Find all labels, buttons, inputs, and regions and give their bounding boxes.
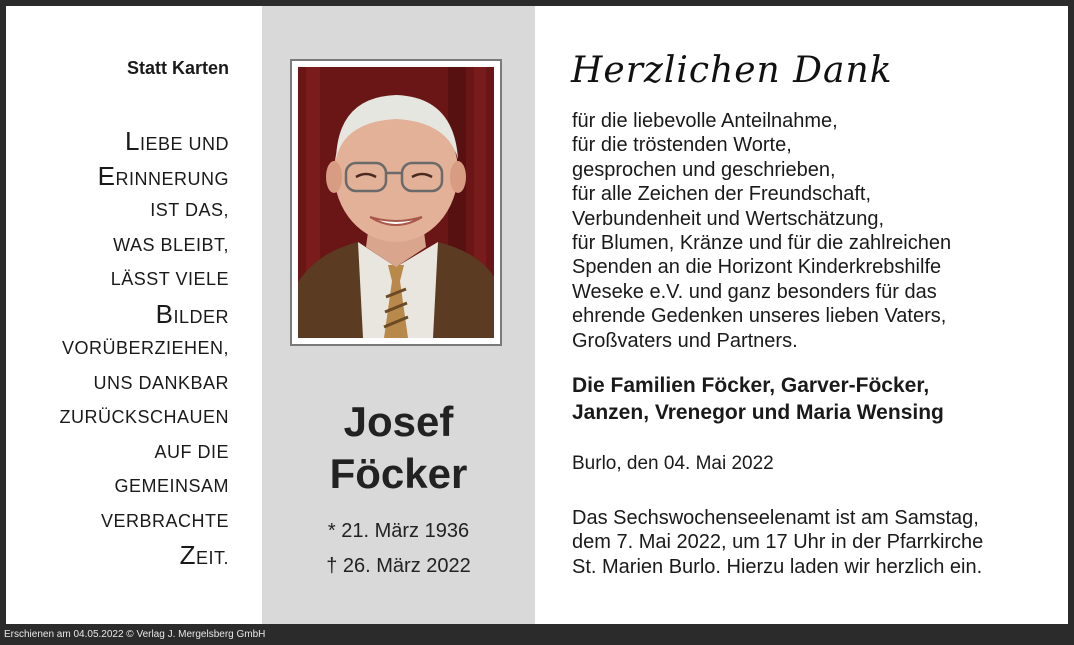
place-date: Burlo, den 04. Mai 2022 xyxy=(572,453,774,474)
families-signature xyxy=(572,372,944,426)
thanks-headline: Herzlichen Dank xyxy=(571,50,893,91)
poem-text: VERBRACHTE xyxy=(100,510,229,531)
thanks-line: Spenden an die Horizont Kinderkrebshilfe xyxy=(572,256,942,279)
portrait-frame xyxy=(290,59,502,346)
poem-initial: B xyxy=(155,298,174,329)
poem-text: IEBE UND xyxy=(139,134,229,154)
poem-line xyxy=(0,538,229,573)
poem-initial: E xyxy=(97,160,116,191)
obituary-card xyxy=(6,6,1068,624)
mass-notice xyxy=(572,506,983,579)
poem-text: IST DAS, xyxy=(150,200,229,220)
poem-text: ZURÜCKSCHAUEN xyxy=(59,407,229,427)
poem-text: AUF DIE xyxy=(154,441,229,462)
portrait-photo xyxy=(298,67,494,338)
thanks-line: Großvaters und Partners. xyxy=(572,329,798,352)
poem-initial: Z xyxy=(179,540,196,570)
thanks-line: Verbundenheit und Wertschätzung, xyxy=(572,207,885,230)
poem-text: UNS DANKBAR xyxy=(93,372,229,393)
thanks-line: für die tröstenden Worte, xyxy=(572,134,792,157)
poem-line xyxy=(0,159,229,194)
poem-text: WAS BLEIBT, xyxy=(113,234,229,255)
poem-line xyxy=(0,262,229,297)
thanks-line: für die liebevolle Anteilnahme, xyxy=(572,110,838,132)
thanks-line: ehrende Gedenken unseres lieben Vaters, xyxy=(572,305,947,328)
poem-text: LÄSST VIELE xyxy=(110,269,229,289)
poem-text: ILDER xyxy=(173,306,229,327)
notice-line: St. Marien Burlo. Hierzu laden wir herzlich ein. xyxy=(572,555,983,578)
families-line: Die Familien Föcker, Garver-Föcker, xyxy=(572,374,930,397)
poem-line xyxy=(0,469,229,504)
poem xyxy=(0,124,229,573)
notice-line: dem 7. Mai 2022, um 17 Uhr in der Pfarrkirche xyxy=(572,531,984,554)
last-name: Föcker xyxy=(329,450,468,497)
poem-line xyxy=(0,435,229,470)
first-name: Josef xyxy=(343,398,454,445)
poem-initial: L xyxy=(125,126,140,156)
thanks-line: Weseke e.V. und ganz besonders für das xyxy=(572,280,937,303)
poem-text: VORÜBERZIEHEN, xyxy=(61,338,229,358)
thanks-line: gesprochen und geschrieben, xyxy=(572,158,836,181)
families-line: Janzen, Vrenegor und Maria Wensing xyxy=(572,401,944,424)
poem-text: EIT. xyxy=(195,548,229,568)
poem-line xyxy=(0,331,229,366)
death-date: † 26. März 2022 xyxy=(326,555,471,577)
poem-line xyxy=(0,228,229,263)
poem-column xyxy=(6,6,262,624)
statt-karten-label: Statt Karten xyxy=(126,58,229,78)
notice-line: Das Sechswochenseelenamt ist am Samstag, xyxy=(572,507,979,529)
publication-footer: Erschienen am 04.05.2022 © Verlag J. Mergelsberg GmbH xyxy=(4,629,266,640)
thanks-text xyxy=(572,109,951,353)
poem-line xyxy=(0,193,229,228)
birth-date: * 21. März 1936 xyxy=(327,520,470,542)
poem-line xyxy=(0,366,229,401)
poem-line xyxy=(0,124,229,159)
poem-line xyxy=(0,504,229,539)
poem-text: RINNERUNG xyxy=(115,168,229,189)
thanks-line: für alle Zeichen der Freundschaft, xyxy=(572,183,872,206)
poem-line xyxy=(0,400,229,435)
thanks-line: für Blumen, Kränze und für die zahlreichen xyxy=(572,231,952,254)
portrait-panel xyxy=(262,6,535,624)
thanks-column xyxy=(535,6,1068,624)
poem-text: GEMEINSAM xyxy=(114,476,229,496)
poem-line xyxy=(0,297,229,332)
